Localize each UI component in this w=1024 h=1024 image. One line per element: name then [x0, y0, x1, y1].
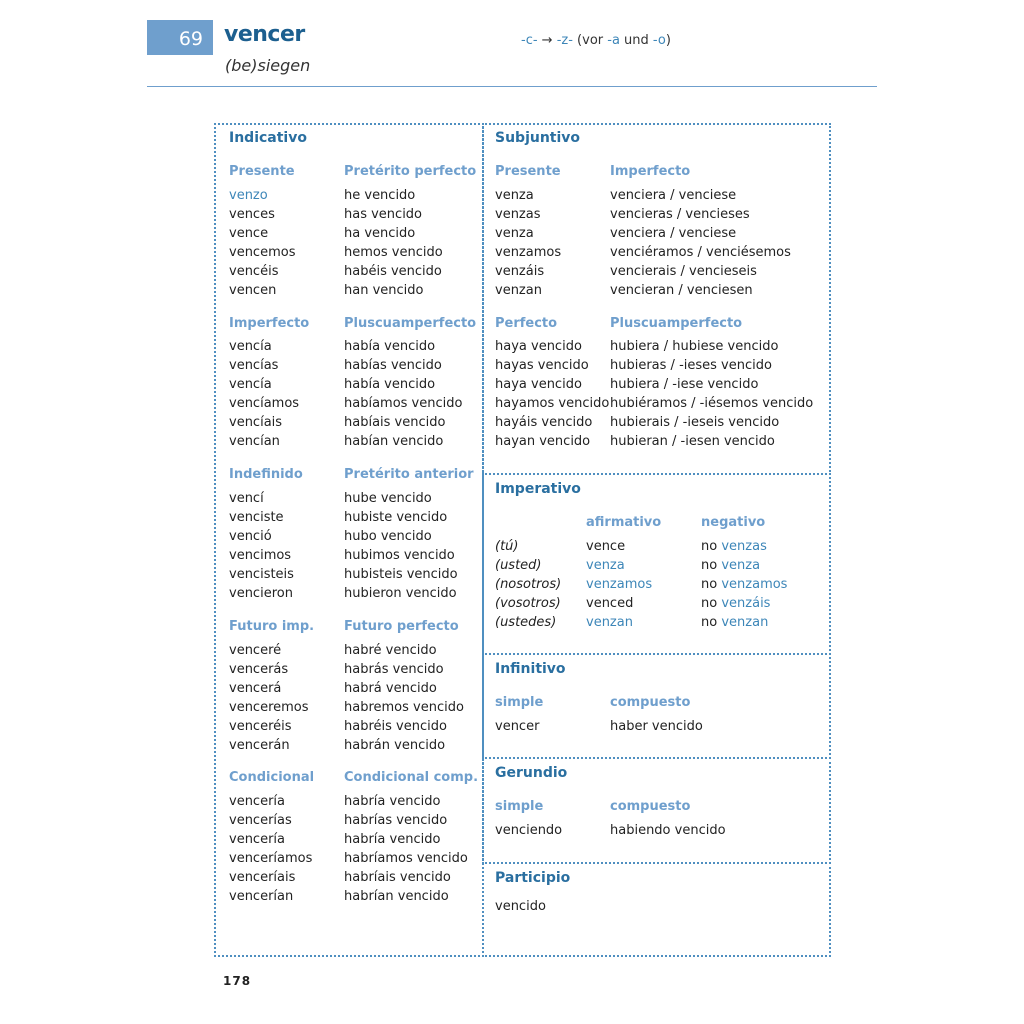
pronoun: (ustedes)	[495, 615, 557, 630]
conjugation-form: venzo	[229, 188, 268, 203]
subjuntivo-pluscuam-head: Pluscuamperfecto	[610, 316, 743, 331]
conjugation-form: vences	[229, 207, 275, 222]
conjugation-form: vencían	[229, 434, 280, 449]
conjugation-form: vencemos	[229, 245, 296, 260]
conjugation-form: vencería	[229, 794, 285, 809]
conjugation-form: habrías vencido	[344, 813, 448, 828]
conjugation-form: hubieras / -ieses vencido	[610, 358, 772, 373]
conjugation-form: habremos vencido	[344, 700, 464, 715]
conjugation-form: habías vencido	[344, 358, 442, 373]
conjugation-form: habría vencido	[344, 832, 441, 847]
conjugation-form: venzamos	[586, 577, 653, 592]
subjuntivo-imperfecto-forms	[610, 186, 791, 300]
subjuntivo-perfecto-forms	[495, 337, 609, 451]
conjugation-form: he vencido	[344, 188, 416, 203]
subjuntivo-presente-forms	[495, 186, 561, 300]
conjugation-form: vencería	[229, 832, 285, 847]
conjugation-form: vencerías	[229, 813, 292, 828]
conjugation-form	[701, 613, 787, 632]
imperativo-negativo-head: negativo	[701, 515, 766, 530]
conjugation-form: venzan	[586, 615, 633, 630]
conjugation-form: vence	[586, 539, 626, 554]
conjugation-form: vencíais	[229, 415, 283, 430]
conjugation-form: haya vencido	[495, 377, 582, 392]
negation-word: no	[701, 596, 718, 611]
indicativo-imperfecto-head: Imperfecto	[229, 316, 310, 331]
pronoun: (usted)	[495, 558, 542, 573]
rule-part: und	[619, 33, 653, 48]
indicativo-futuro-perf-forms	[344, 641, 464, 755]
subjuntivo-pluscuam-forms	[610, 337, 813, 451]
indicativo-presente-forms	[229, 186, 295, 300]
conjugation-form: venceríais	[229, 870, 296, 885]
conjugation-form: vencí	[229, 491, 264, 506]
conjugation-form: hubimos vencido	[344, 548, 455, 563]
infinitivo-simple: vencer	[495, 719, 540, 734]
conjugation-form: vencía	[229, 377, 272, 392]
conjugation-form: venceremos	[229, 700, 309, 715]
conjugation-form: haya vencido	[495, 339, 582, 354]
subjuntivo-presente-head: Presente	[495, 164, 561, 179]
conjugation-form: vencieron	[229, 586, 293, 601]
conjugation-form: hemos vencido	[344, 245, 443, 260]
indicativo-imperfecto-forms	[229, 337, 299, 451]
rule-part: )	[665, 33, 671, 48]
conjugation-form: habrá vencido	[344, 681, 437, 696]
conjugation-form: habrían vencido	[344, 889, 449, 904]
rule-part: -c-	[521, 33, 538, 48]
infinitivo-compuesto: haber vencido	[610, 719, 703, 734]
imperativo-title: Imperativo	[495, 481, 581, 497]
indicativo-anterior-forms	[344, 489, 458, 603]
conjugation-form: hubieran / -iesen vencido	[610, 434, 775, 449]
conjugation-form: venzan	[495, 283, 542, 298]
conjugation-form: venced	[586, 596, 634, 611]
gerundio-simple-head: simple	[495, 799, 544, 814]
conjugation-form: vencerá	[229, 681, 282, 696]
participio-title: Participio	[495, 870, 571, 886]
verb-translation: (be)siegen	[225, 56, 311, 75]
conjugation-form	[701, 575, 787, 594]
indicativo-pluscuam-forms	[344, 337, 462, 451]
subjuntivo-imperfecto-head: Imperfecto	[610, 164, 691, 179]
indicativo-title: Indicativo	[229, 130, 307, 146]
conjugation-form: vencieras / vencieses	[610, 207, 750, 222]
conjugation-form: venciste	[229, 510, 284, 525]
imperativo-negativo-forms	[701, 537, 787, 632]
conjugation-form: había vencido	[344, 377, 436, 392]
conjugation-form: hubiera / -iese vencido	[610, 377, 759, 392]
conjugation-form: vencerán	[229, 738, 290, 753]
rule-part: -a	[607, 33, 620, 48]
conjugation-form: hayamos vencido	[495, 396, 610, 411]
negative-form: venzan	[721, 615, 769, 630]
conjugation-form: venciéramos / venciésemos	[610, 245, 791, 260]
spelling-rule	[521, 33, 671, 48]
conjugation-form: vence	[229, 226, 269, 241]
indicativo-futuro-perf-head: Futuro perfecto	[344, 619, 459, 634]
verb-number: 69	[147, 20, 213, 55]
conjugation-form: hube vencido	[344, 491, 432, 506]
indicativo-indefinido-forms	[229, 489, 294, 603]
conjugation-form: venza	[586, 558, 625, 573]
conjugation-form: venzas	[495, 207, 541, 222]
conjugation-form: ha vencido	[344, 226, 416, 241]
conjugation-form: han vencido	[344, 283, 424, 298]
imperativo-afirmativo-forms	[586, 537, 652, 632]
conjugation-form: vencen	[229, 283, 277, 298]
conjugation-form: hayáis vencido	[495, 415, 593, 430]
subjuntivo-perfecto-head: Perfecto	[495, 316, 558, 331]
indicativo-condicional-forms	[229, 792, 312, 906]
conjugation-form: hubo vencido	[344, 529, 432, 544]
conjugation-form: vencíamos	[229, 396, 300, 411]
indicativo-condicional-head: Condicional	[229, 770, 315, 785]
gerundio-compuesto-head: compuesto	[610, 799, 691, 814]
conjugation-form: hayas vencido	[495, 358, 589, 373]
conjugation-form: hubierais / -ieseis vencido	[610, 415, 780, 430]
infinitivo-simple-head: simple	[495, 695, 544, 710]
page-number: 178	[223, 974, 252, 988]
conjugation-form: has vencido	[344, 207, 423, 222]
conjugation-form: habré vencido	[344, 643, 437, 658]
negation-word: no	[701, 577, 718, 592]
conjugation-form: venza	[495, 188, 534, 203]
conjugation-form: vencierais / vencieseis	[610, 264, 757, 279]
infinitivo-title: Infinitivo	[495, 661, 566, 677]
imperativo-afirmativo-head: afirmativo	[586, 515, 662, 530]
pronoun: (tú)	[495, 539, 519, 554]
conjugation-form: vencerían	[229, 889, 294, 904]
conjugation-form: habrás vencido	[344, 662, 444, 677]
verb-title: vencer	[224, 22, 305, 47]
conjugation-form: venciera / venciese	[610, 226, 737, 241]
negation-word: no	[701, 558, 718, 573]
indicativo-perfecto-forms	[344, 186, 443, 300]
negative-form: venza	[721, 558, 761, 573]
pronoun: (nosotros)	[495, 577, 562, 592]
infinitivo-compuesto-head: compuesto	[610, 695, 691, 710]
indicativo-cond-comp-forms	[344, 792, 468, 906]
conjugation-form: hayan vencido	[495, 434, 591, 449]
subjuntivo-title: Subjuntivo	[495, 130, 581, 146]
conjugation-form: habréis vencido	[344, 719, 447, 734]
conjugation-form: habríais vencido	[344, 870, 451, 885]
conjugation-form: habéis vencido	[344, 264, 442, 279]
negative-form: venzamos	[721, 577, 788, 592]
conjugation-form: vencisteis	[229, 567, 294, 582]
conjugation-form: venceríamos	[229, 851, 313, 866]
negation-word: no	[701, 539, 718, 554]
conjugation-form	[701, 556, 787, 575]
conjugation-form: hubiera / hubiese vencido	[610, 339, 779, 354]
conjugation-form: vencimos	[229, 548, 292, 563]
imperativo-pronouns	[495, 537, 561, 632]
conjugation-form	[701, 594, 787, 613]
conjugation-form: venció	[229, 529, 272, 544]
conjugation-form: habían vencido	[344, 434, 444, 449]
indicativo-anterior-head: Pretérito anterior	[344, 467, 474, 482]
conjugation-form: venzamos	[495, 245, 562, 260]
conjugation-form: venzáis	[495, 264, 545, 279]
conjugation-form: vencieran / venciesen	[610, 283, 753, 298]
rule-part: -o	[652, 33, 666, 48]
indicativo-cond-comp-head: Condicional comp.	[344, 770, 479, 785]
conjugation-form: vencerás	[229, 662, 289, 677]
conjugation-form: habríamos vencido	[344, 851, 468, 866]
indicativo-presente-head: Presente	[229, 164, 295, 179]
conjugation-form: hubiéramos / -iésemos vencido	[610, 396, 814, 411]
negative-form: venzáis	[721, 596, 771, 611]
participio-value: vencido	[495, 899, 546, 914]
rule-part: -z-	[556, 33, 573, 48]
header-divider	[147, 86, 877, 87]
conjugation-form: vencía	[229, 339, 272, 354]
conjugation-form: había vencido	[344, 339, 436, 354]
indicativo-perfecto-head: Pretérito perfecto	[344, 164, 477, 179]
indicativo-pluscuam-head: Pluscuamperfecto	[344, 316, 477, 331]
conjugation-form: venciera / venciese	[610, 188, 737, 203]
gerundio-simple: venciendo	[495, 823, 563, 838]
conjugation-form: hubiste vencido	[344, 510, 448, 525]
conjugation-form: vencéis	[229, 264, 279, 279]
conjugation-form: venza	[495, 226, 534, 241]
gerundio-title: Gerundio	[495, 765, 568, 781]
rule-part: →	[537, 33, 557, 48]
conjugation-form: hubisteis vencido	[344, 567, 458, 582]
rule-part: (vor	[572, 33, 608, 48]
indicativo-futuro-head: Futuro imp.	[229, 619, 315, 634]
pronoun: (vosotros)	[495, 596, 561, 611]
conjugation-form: habíais vencido	[344, 415, 446, 430]
indicativo-indefinido-head: Indefinido	[229, 467, 303, 482]
gerundio-compuesto: habiendo vencido	[610, 823, 726, 838]
conjugation-form: vencías	[229, 358, 279, 373]
conjugation-form: habrán vencido	[344, 738, 446, 753]
conjugation-form: habíamos vencido	[344, 396, 463, 411]
conjugation-form: venceréis	[229, 719, 292, 734]
conjugation-form: habría vencido	[344, 794, 441, 809]
conjugation-form: venceré	[229, 643, 282, 658]
negative-form: venzas	[721, 539, 767, 554]
indicativo-futuro-forms	[229, 641, 309, 755]
negation-word: no	[701, 615, 718, 630]
conjugation-form: hubieron vencido	[344, 586, 457, 601]
conjugation-form	[701, 537, 787, 556]
